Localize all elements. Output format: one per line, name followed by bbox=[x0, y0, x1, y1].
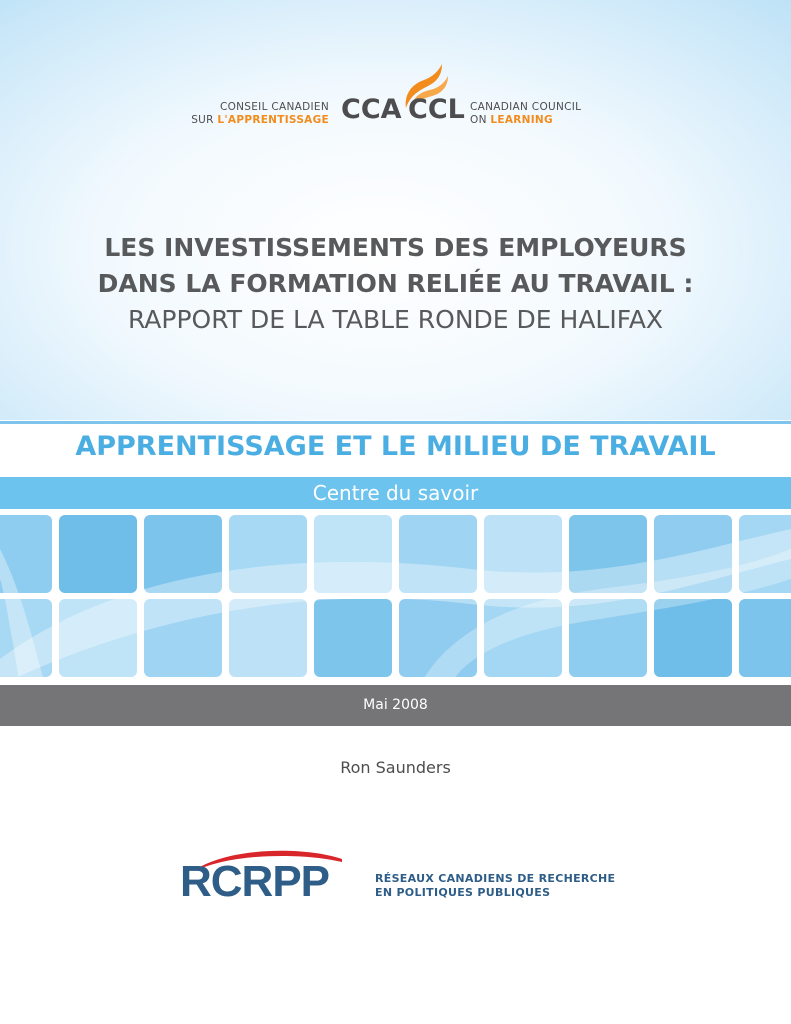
mosaic-tile bbox=[314, 599, 392, 677]
logo-french-line2 bbox=[191, 114, 329, 127]
logo-english-emph: LEARNING bbox=[490, 114, 553, 126]
logo-french-emph: L'APPRENTISSAGE bbox=[217, 114, 329, 126]
divider-line bbox=[0, 421, 791, 424]
logo-english-line2 bbox=[470, 114, 581, 127]
title-line-1: LES INVESTISSEMENTS DES EMPLOYEURS bbox=[104, 233, 687, 262]
logo-mark-ccl: CCL bbox=[408, 94, 465, 125]
mosaic-tile bbox=[654, 599, 732, 677]
series-subtitle-band bbox=[0, 477, 791, 509]
logo-english-text bbox=[470, 101, 581, 127]
document-title bbox=[0, 230, 791, 338]
rcrpp-line-2: EN POLITIQUES PUBLIQUES bbox=[375, 886, 551, 899]
tile-grid-graphic bbox=[0, 509, 791, 685]
rcrpp-acronym: RCRPP bbox=[180, 857, 330, 906]
logo-french-line1: CONSEIL CANADIEN bbox=[219, 101, 329, 113]
title-line-3: RAPPORT DE LA TABLE RONDE DE HALIFAX bbox=[127, 305, 664, 334]
logo-french-text bbox=[191, 101, 329, 127]
logo-french-prefix: SUR bbox=[191, 114, 218, 126]
mosaic-tile bbox=[229, 599, 307, 677]
date-bar bbox=[0, 685, 791, 726]
decorative-tile-mosaic bbox=[0, 509, 791, 685]
publication-date: Mai 2008 bbox=[363, 697, 428, 713]
mosaic-tile bbox=[739, 599, 791, 677]
logo-mark-cca: CCA bbox=[341, 94, 402, 125]
series-subtitle: Centre du savoir bbox=[312, 481, 479, 505]
rcrpp-logo bbox=[180, 845, 620, 915]
rcrpp-fullname bbox=[375, 872, 615, 900]
logo-english-prefix: ON bbox=[470, 114, 491, 126]
logo-english-line1: CANADIAN COUNCIL bbox=[470, 101, 582, 113]
rcrpp-line-1: RÉSEAUX CANADIENS DE RECHERCHE bbox=[375, 872, 616, 885]
title-line-2: DANS LA FORMATION RELIÉE AU TRAVAIL : bbox=[97, 269, 694, 298]
mosaic-tile bbox=[59, 515, 137, 593]
series-title: APPRENTISSAGE ET LE MILIEU DE TRAVAIL bbox=[75, 431, 716, 462]
cca-ccl-logo bbox=[0, 0, 791, 140]
author-name: Ron Saunders bbox=[340, 758, 451, 777]
